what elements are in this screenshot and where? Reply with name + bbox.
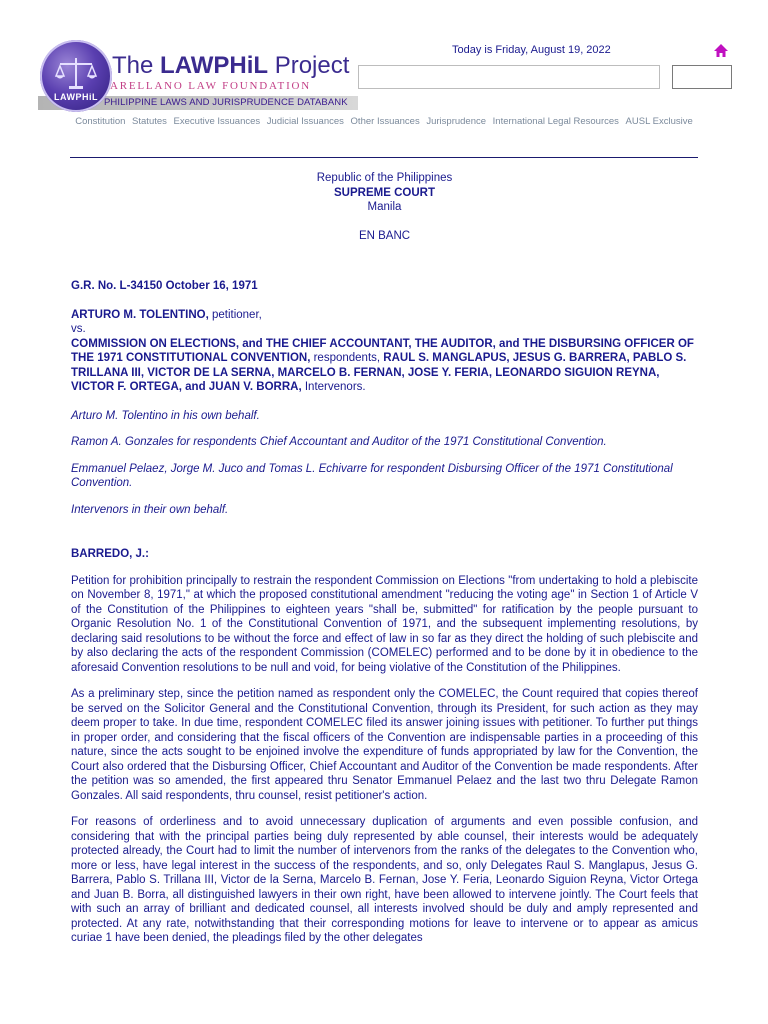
site-subtitle: ARELLANO LAW FOUNDATION [110, 80, 312, 92]
nav-item-international-legal-resources[interactable]: International Legal Resources [492, 116, 619, 127]
decision-document [71, 168, 698, 946]
site-title-brand: LAWPHiL [160, 52, 269, 79]
intervenors-names: RAUL S. MANGLAPUS, JESUS G. BARRERA, PABLO S. TRILLANA III, VICTOR DE LA SERNA, MARCELO B. FERNAN, JOSE Y. FERIA, LEONARDO SIGUION REYNA, VICTOR F. ORTEGA, and JUAN V. BORRA, [71, 352, 687, 393]
banner-text: PHILIPPINE LAWS AND JURISPRUDENCE DATABANK [104, 97, 348, 108]
nav-item-ausl-exclusive[interactable]: AUSL Exclusive [625, 116, 693, 127]
court-location: Manila [367, 201, 402, 213]
search-input[interactable] [358, 65, 660, 89]
logo-circle-label: LAWPHiL [54, 92, 98, 102]
site-title-suffix: Project [268, 52, 350, 79]
decision-paragraph: Petition for prohibition principally to restrain the respondent Commission on Elections "from undertaking to hold a plebiscite on November 8, 1971," at which the proposed constitutional amendment "reducing the voting age" in Section 1 of Article V of the Constitution of the Philippines to eighteen years "shall be, submitted" for ratification by the people pursuant to Organic Resolution No. 1 of the Constitutional Convention of 1971, and the subsequent implementing resolutions, by declaring said resolutions to be without the force and effect of law in so far as they direct the holding of such plebiscite and by also declaring the acts of the respondent Commission (COMELEC) performed and to be done by it in obedience to the aforesaid Convention resolutions to be null and void, for being violative of the Constitution of the Philippines. [71, 574, 698, 674]
respondents-role: respondents, [310, 352, 384, 364]
case-number: G.R. No. L-34150 October 16, 1971 [71, 280, 258, 292]
nav-item-other-issuances[interactable]: Other Issuances [350, 116, 420, 127]
case-parties [71, 308, 698, 395]
versus-label: vs. [71, 323, 86, 335]
decision-paragraph: For reasons of orderliness and to avoid unnecessary duplication of arguments and even possible confusion, and considering that with the principal parties being duly represented by able counsel, their interests would be adequately protected already, the Court had to limit the number of intervenors from the ranks of the delegates to the Convention who, more or less, have legal interest in the success of the respondents, and so, only Delegates Raul S. Manglapus, Jesus G. Barrera, Pablo S. Trillana III, Victor de la Serna, Marcelo B. Fernan, Jose Y. Feria, Leonardo Siguion Reyna, Victor Ortega and Juan B. Borra, all distinguished lawyers in their own right, have been allowed to intervene jointly. The Court feels that with such an array of brilliant and dedicated counsel, all interests involved should be duly and amply represented and protected. At any rate, notwithstanding that their corresponding motions for leave to intervene or to appear as amicus curiae 1 have been denied, the pleadings filed by the other delegates [71, 816, 698, 944]
main-nav [0, 116, 768, 127]
counsel-line: Arturo M. Tolentino in his own behalf. [71, 409, 260, 422]
ponente: BARREDO, J.: [71, 548, 149, 560]
home-icon[interactable] [712, 42, 730, 60]
site-title[interactable] [112, 52, 349, 80]
decision-paragraph: As a preliminary step, since the petition named as respondent only the COMELEC, the Count required that copies thereof be served on the Solicitor General and the Constitutional Convention, through its President, for such action as they may deem proper to take. In due time, respondent COMELEC filed its answer joining issues with petitioner. To further put things in proper order, and considering that the fiscal officers of the Convention are indispensable parties in a proceeding of this nature, since the acts sought to be enjoined involve the expenditure of funds appropriated by law for the Convention, the Court also ordered that the Disbursing Officer, Chief Accountant and Auditor of the Convention be made respondents. After the petition was so amended, the first appeared thru Senator Emmanuel Pelaez and the last two thru Delegate Ramon Gonzales. All said respondents, thru counsel, resist petitioner's action. [71, 688, 698, 802]
intervenors-role: Intervenors. [301, 381, 366, 393]
court-name: SUPREME COURT [334, 186, 435, 199]
scales-of-justice-icon [54, 54, 98, 92]
lawphil-logo[interactable] [40, 40, 112, 112]
nav-item-statutes[interactable]: Statutes [132, 116, 167, 127]
nav-item-jurisprudence[interactable]: Jurisprudence [426, 116, 487, 127]
court-republic: Republic of the Philippines [316, 172, 453, 184]
date-text: Today is Friday, August 19, 2022 [452, 44, 611, 56]
nav-item-constitution[interactable]: Constitution [75, 116, 126, 127]
counsel-line: Ramon A. Gonzales for respondents Chief Accountant and Auditor of the 1971 Constitutional Convention. [71, 436, 607, 448]
counsel-line: Emmanuel Pelaez, Jorge M. Juco and Tomas L. Echivarre for respondent Disbursing Officer of the 1971 Constitutional Convention. [71, 462, 673, 489]
site-title-prefix: The [112, 52, 161, 79]
petitioner-name: ARTURO M. TOLENTINO, [71, 308, 209, 321]
counsel-line: Intervenors in their own behalf. [71, 503, 229, 516]
nav-item-executive-issuances[interactable]: Executive Issuances [173, 116, 261, 127]
site-header [0, 0, 768, 140]
petitioner-role: petitioner, [208, 308, 262, 321]
court-heading [71, 171, 698, 215]
header-divider [70, 157, 698, 158]
respondents-names: COMMISSION ON ELECTIONS, and THE CHIEF ACCOUNTANT, THE AUDITOR, and THE DISBURSING OFFICER OF THE 1971 CONSTITUTIONAL CONVENTION, [71, 337, 694, 364]
nav-item-judicial-issuances[interactable]: Judicial Issuances [266, 116, 344, 127]
division-label: EN BANC [358, 229, 411, 242]
search-button[interactable] [672, 65, 732, 89]
